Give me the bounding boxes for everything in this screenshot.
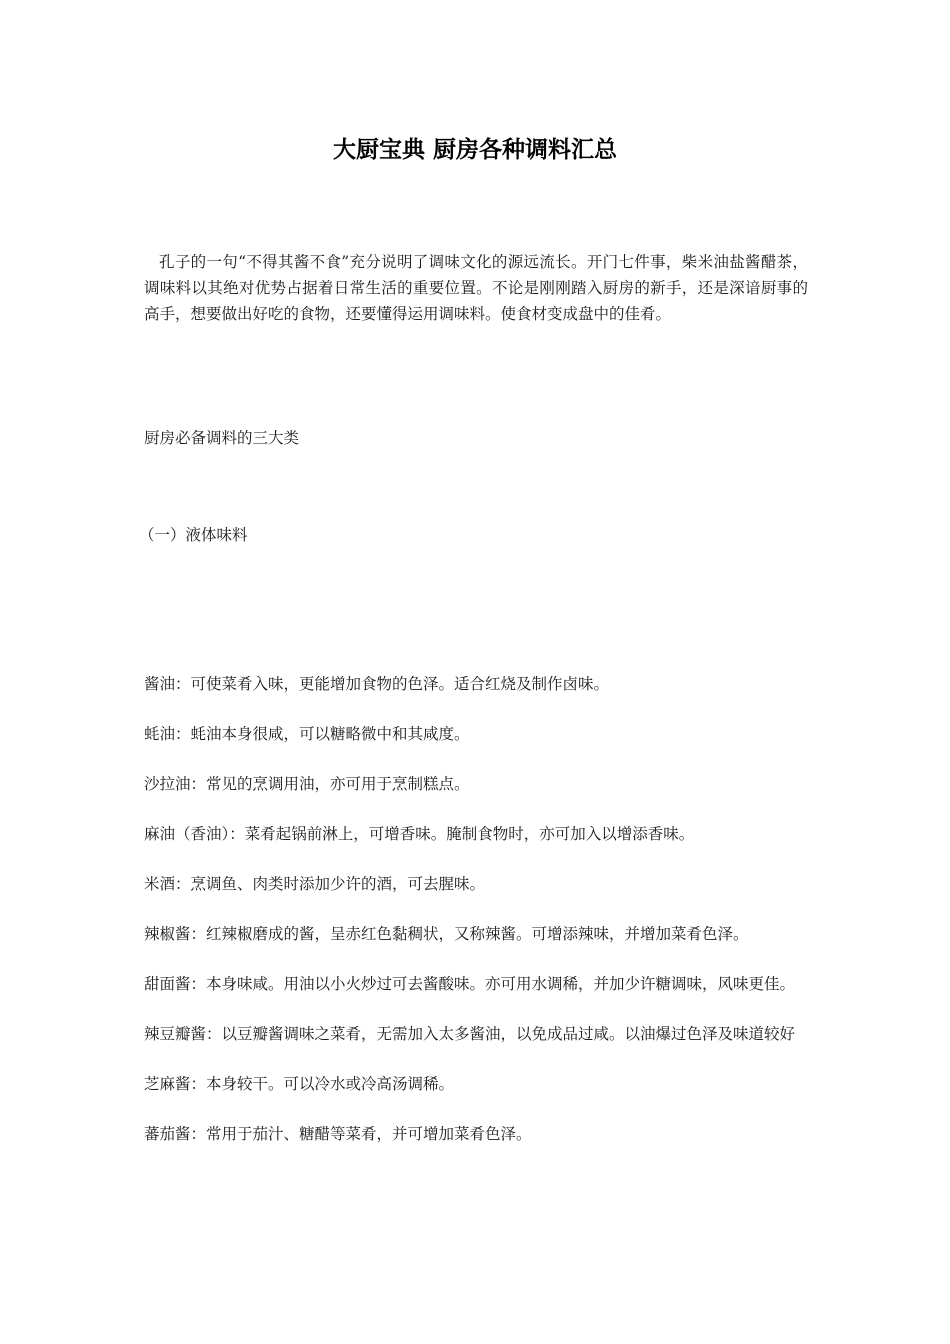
section-heading: 厨房必备调料的三大类 [144,429,300,447]
item-desc: 常见的烹调用油，亦可用于烹制糕点。 [206,775,470,793]
item-desc: 本身较干。可以冷水或冷高汤调稀。 [206,1075,455,1093]
item-desc: 可使菜肴入味，更能增加食物的色泽。适合红烧及制作卤味。 [190,675,610,693]
list-item: 米酒：烹调鱼、肉类时添加少许的酒，可去腥味。 [144,875,486,893]
item-name: 蕃茄酱 [144,1125,191,1143]
item-name: 麻油（香油） [144,825,230,843]
intro-paragraph: 孔子的一句“不得其酱不食”充分说明了调味文化的源远流长。开门七件事，柴米油盐酱醋茶，调味料以其绝对优势占据着日常生活的重要位置。不论是刚刚踏入厨房的新手，还是深谙厨事的高手，想要做出好吃的食物，还要懂得运用调味料。使食材变成盘中的佳肴。 [144,253,808,323]
list-item: 芝麻酱：本身较干。可以冷水或冷高汤调稀。 [144,1075,455,1093]
list-item: 辣豆瓣酱：以豆瓣酱调味之菜肴，无需加入太多酱油，以免成品过咸。以油爆过色泽及味道较好 [144,1025,796,1043]
item-desc: 蚝油本身很咸，可以糖略微中和其咸度。 [190,725,470,743]
seasoning-list [144,671,808,1171]
list-item: 甜面酱：本身味咸。用油以小火炒过可去酱酸味。亦可用水调稀，并加少许糖调味，风味更佳。 [144,975,796,993]
list-item: 麻油（香油）：菜肴起锅前淋上，可增香味。腌制食物时，亦可加入以增添香味。 [144,825,695,843]
list-item: 蚝油：蚝油本身很咸，可以糖略微中和其咸度。 [144,725,470,743]
item-desc: 菜肴起锅前淋上，可增香味。腌制食物时，亦可加入以增添香味。 [244,825,695,843]
item-name: 芝麻酱 [144,1075,191,1093]
item-name: 沙拉油 [144,775,191,793]
item-name: 酱油 [144,675,176,693]
item-desc: 以豆瓣酱调味之菜肴，无需加入太多酱油，以免成品过咸。以油爆过色泽及味道较好 [221,1025,796,1043]
list-item: 沙拉油：常见的烹调用油，亦可用于烹制糕点。 [144,775,470,793]
list-item: 蕃茄酱：常用于茄汁、糖醋等菜肴，并可增加菜肴色泽。 [144,1125,532,1143]
list-item: 酱油：可使菜肴入味，更能增加食物的色泽。适合红烧及制作卤味。 [144,675,610,693]
item-name: 蚝油 [144,725,176,743]
item-desc: 常用于茄汁、糖醋等菜肴，并可增加菜肴色泽。 [206,1125,532,1143]
item-name: 辣椒酱 [144,925,191,943]
sub-heading: （一）液体味料 [139,526,248,544]
item-desc: 红辣椒磨成的酱，呈赤红色黏稠状，又称辣酱。可增添辣味，并增加菜肴色泽。 [206,925,749,943]
document-title: 大厨宝典 厨房各种调料汇总 [332,137,617,163]
item-desc: 烹调鱼、肉类时添加少许的酒，可去腥味。 [190,875,486,893]
item-desc: 本身味咸。用油以小火炒过可去酱酸味。亦可用水调稀，并加少许糖调味，风味更佳。 [206,975,796,993]
list-item: 辣椒酱：红辣椒磨成的酱，呈赤红色黏稠状，又称辣酱。可增添辣味，并增加菜肴色泽。 [144,925,749,943]
item-name: 辣豆瓣酱 [144,1025,207,1043]
item-name: 甜面酱 [144,975,191,993]
item-name: 米酒 [144,875,176,893]
